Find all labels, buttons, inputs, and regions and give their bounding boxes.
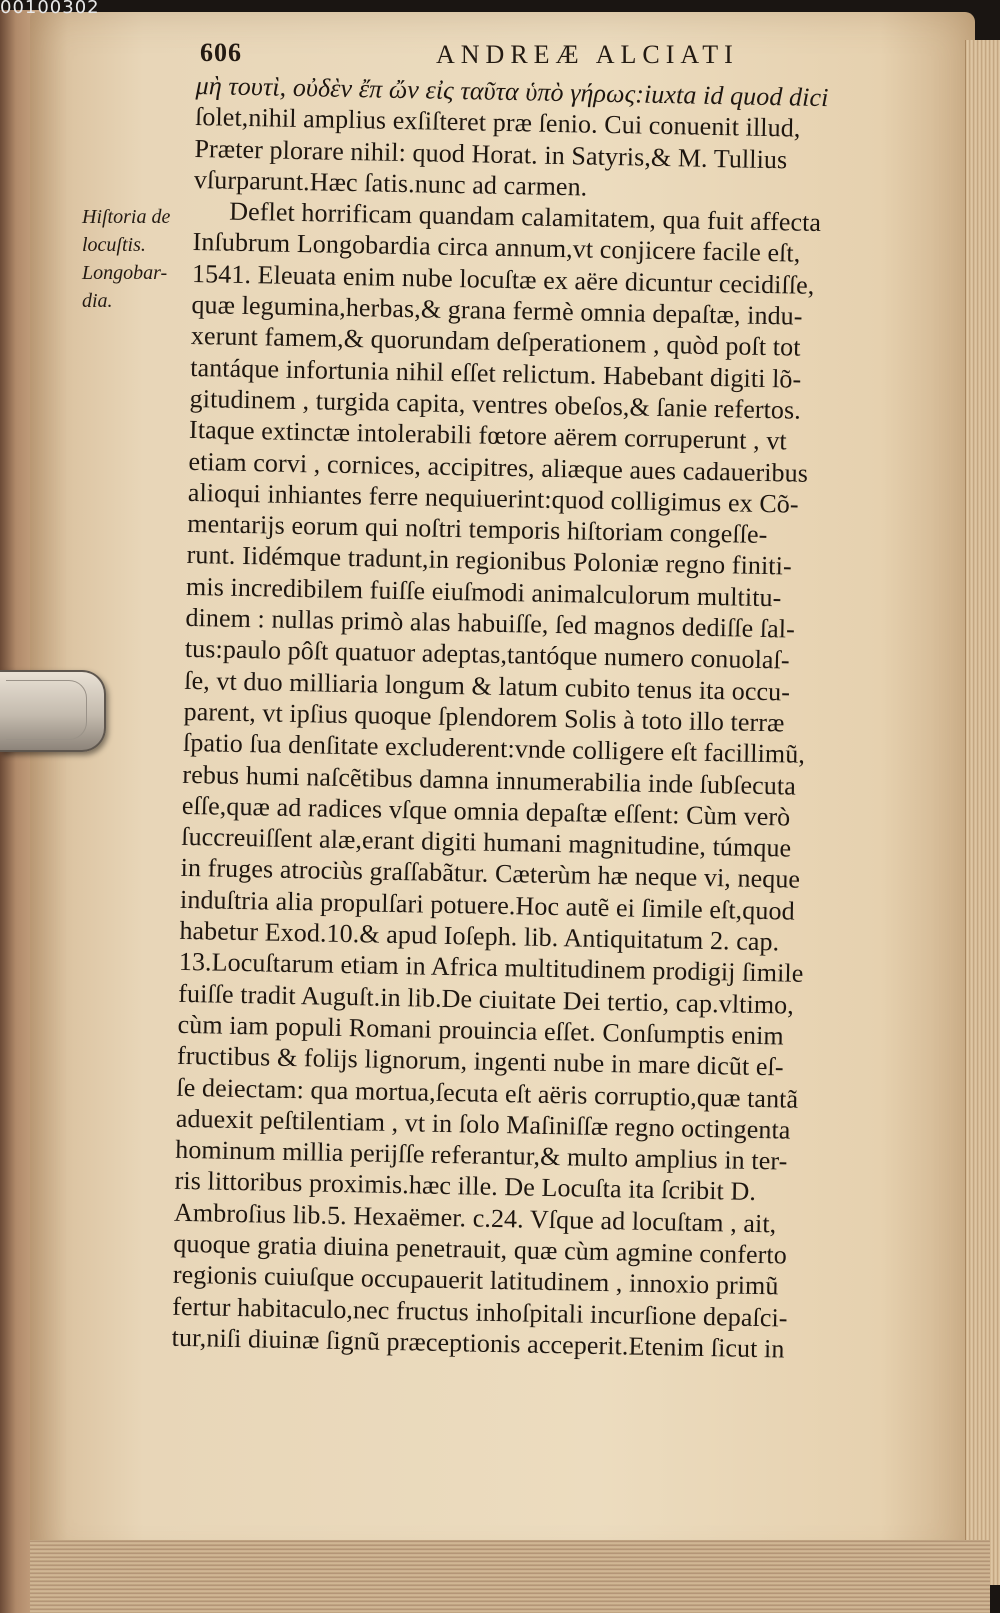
marginal-note: dia. <box>82 290 113 312</box>
text-line: dinem : nullas primò alas habuiſſe, ſed magnos dediſſe ſal- <box>185 602 796 644</box>
marginal-notes <box>82 203 200 315</box>
text-line: Præter plorare nihil: quod Horat. in Satyris,& M. Tullius <box>194 133 788 174</box>
book-clasp <box>0 670 106 752</box>
text-line: Itaque extinctæ intolerabili fœtore aërem corruperunt , vt <box>188 415 788 456</box>
text-line: tus:paulo pôſt quatuor adeptas,tantóque numero conuolaſ- <box>184 634 790 675</box>
text-line: ſuccreuiſſent alæ,erant digiti humani magnitudine, túmque <box>181 821 792 863</box>
page-edges-right <box>965 40 1000 1585</box>
text-line: μὴ τουτὶ, οὐδὲν ἔπ ὤν εἰς ταῦτα ὑπὸ γήρως:iuxta id quod dici <box>195 70 829 113</box>
text-line: vſurparunt.Hæc ſatis.nunc ad carmen. <box>193 164 588 202</box>
text-line: 1541. Eleuata enim nube locuſtæ ex aëre dicuntur cecidiſſe, <box>191 258 815 300</box>
page-number: 606 <box>200 38 242 67</box>
text-line: etiam corvi , cornices, accipitres, aliæque aues cadaueribus <box>188 446 809 488</box>
text-line: Inſubrum Longobardia circa annum,vt conjicere facile eſt, <box>192 227 801 269</box>
text-line: aduexit peſtilentiam , vt in ſolo Maſiniſſæ regno octingenta <box>175 1103 791 1145</box>
text-line: Ambroſius lib.5. Hexaëmer. c.24. Vſque ad locuſtam , ait, <box>173 1197 777 1239</box>
text-line: parent, vt ipſius quoque ſplendorem Solis à toto illo terræ <box>183 696 785 738</box>
text-line: ris littoribus proximis.hæc ille. De Locuſta ita ſcribit D. <box>174 1166 757 1207</box>
text-line: in fruges atrociùs graſſabãtur. Cæterùm hæ neque vi, neque <box>180 853 801 895</box>
text-line: induſtria alia propulſari potuere.Hoc autẽ ei ſimile eſt,quod <box>179 884 795 926</box>
running-head-title: ANDREÆ ALCIATI <box>436 40 739 69</box>
text-line: quæ legumina,herbas,& grana fermè omnia depaſtæ, indu- <box>191 290 803 331</box>
text-line: eſſe,quæ ad radices vſque omnia depaſtæ eſſent: Cùm verò <box>181 790 791 832</box>
text-line: tur,niſi diuinæ ſignũ præceptionis acceperit.Etenim ſicut in <box>171 1322 785 1364</box>
text-line: fertur habitaculo,nec fructus inhoſpitali incurſione depaſci- <box>171 1291 788 1333</box>
text-line: fructibus & folijs lignorum, ingenti nube in mare dicũt eſ- <box>176 1041 784 1082</box>
scan-id-label: 00100302 <box>0 0 100 16</box>
text-line: habetur Exod.10.& apud Ioſeph. lib. Antiquitatum 2. cap. <box>179 915 780 957</box>
text-line: ſe deiectam: qua mortua,ſecuta eſt aëris corruptio,quæ tantã <box>176 1072 799 1114</box>
text-line: alioqui inhiantes ferre nequiuerint:quod colligimus ex Cõ- <box>187 477 799 519</box>
text-line: mis incredibilem fuiſſe eiuſmodi animalculorum multitu- <box>185 571 782 613</box>
text-line: runt. Iidémque tradunt,in regionibus Poloniæ regno finiti- <box>186 540 793 581</box>
running-head <box>200 36 960 72</box>
marginal-note: Hiſtoria de <box>82 206 171 228</box>
marginal-note: Longobar- <box>82 262 168 284</box>
text-line: tantáque infortunia nihil eſſet relictum. Habebant digiti lõ- <box>190 352 802 394</box>
text-line: Deflet horrificam quandam calamitatem, qua fuit affecta <box>229 196 822 238</box>
text-line: ſolet,nihil amplius exſiſteret præ ſenio. Cui conuenit illud, <box>194 102 801 143</box>
text-line: gitudinem , turgida capita, ventres obeſos,& ſanie refertos. <box>189 383 802 425</box>
text-line: fuiſſe tradit Auguſt.in lib.De ciuitate Dei tertio, cap.vltimo, <box>178 978 795 1020</box>
book-clasp-rim <box>6 680 87 740</box>
text-line: xerunt famem,& quorundam deſperationem , quòd poſt tot <box>190 321 801 363</box>
text-line: cùm iam populi Romani prouincia eſſet. Conſumptis enim <box>177 1009 785 1051</box>
text-line: ſpatio ſua denſitate excluderent:vnde colligere eſt facillimũ, <box>182 728 806 770</box>
text-line: regionis cuiuſque occupauerit latitudinem , innoxio primũ <box>172 1260 779 1301</box>
page-edges-bottom <box>30 1540 990 1613</box>
text-line: rebus humi naſcẽtibus damna innumerabilia inde ſubſecuta <box>182 759 797 801</box>
body-text <box>171 70 918 1367</box>
text-line: mentarijs eorum qui noſtri temporis hiſtoriam congeſſe- <box>187 509 768 550</box>
text-line: quoque gratia diuina penetrauit, quæ cùm agmine conferto <box>173 1228 788 1270</box>
text-line: 13.Locuſtarum etiam in Africa multitudinem prodigij ſimile <box>178 947 804 989</box>
text-line: hominum millia perijſſe referantur,& multo amplius in ter- <box>174 1134 788 1176</box>
marginal-note: locuſtis. <box>82 234 146 256</box>
text-line: ſe, vt duo milliaria longum & latum cubito tenus ita occu- <box>184 665 791 707</box>
